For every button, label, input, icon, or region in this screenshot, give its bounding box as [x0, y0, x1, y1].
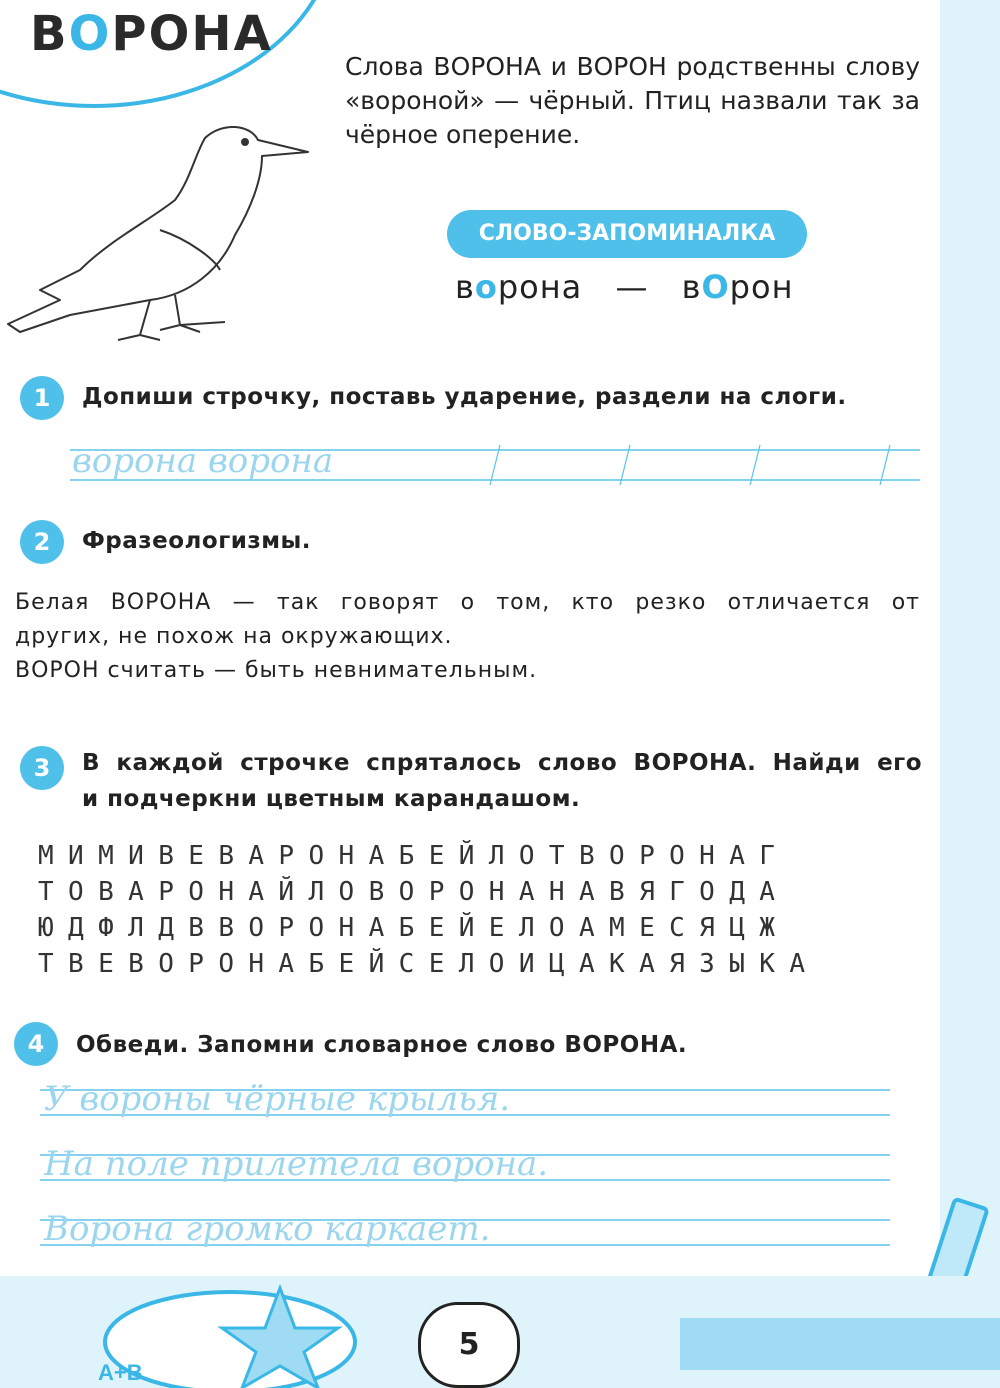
task-2-instruction: Фразеологизмы.	[82, 528, 312, 554]
task-1-number: 1	[20, 376, 64, 420]
idiom-line: других, не похож на окружающих.	[15, 624, 453, 649]
task-3-number: 3	[20, 746, 64, 790]
page-side-strip	[940, 0, 1000, 1280]
trace-sentence: На поле прилетела ворона.	[44, 1144, 549, 1184]
task-2-number: 2	[20, 520, 64, 564]
idiom-line: ВОРОН считать — быть невнимательным.	[15, 658, 538, 683]
task-3-instruction	[82, 745, 922, 817]
task-4-number: 4	[14, 1022, 58, 1066]
page-number: 5	[418, 1302, 520, 1388]
idiom-line: Белая ВОРОНА — так говорят о том, кто резко отличается от	[15, 590, 920, 615]
memo-words: ворона — вОрон	[455, 268, 794, 306]
grid-row[interactable]: МИМИВЕВАРОНАБЕЙЛОТВОРОНАГ	[38, 841, 790, 871]
writing-lines-1	[60, 430, 930, 500]
intro-text: Слова ВОРОНА и ВОРОН родственны слову «вороной» — чёрный. Птиц назвали так за чёрное оперение.	[345, 52, 920, 149]
task-1-instruction: Допиши строчку, поставь ударение, раздели на слоги.	[82, 384, 847, 410]
trace-sentence: Ворона громко каркает.	[44, 1209, 491, 1249]
task-3-line-2: и подчеркни цветным карандашом.	[82, 786, 581, 812]
grid-row[interactable]: ЮДФЛДВВОРОНАБЕЙЕЛОАМЕСЯЦЖ	[38, 913, 790, 943]
page-title: ВОРОНА	[30, 6, 273, 62]
grid-row[interactable]: ТВЕВОРОНАБЕЙСЕЛОИЦАКАЯЗЫКА	[38, 949, 820, 979]
trace-sentence: У вороны чёрные крылья.	[44, 1079, 511, 1119]
trace-sample-1: ворона ворона	[72, 441, 334, 481]
footer-ornament	[90, 1280, 380, 1388]
task-4-instruction: Обведи. Запомни словарное слово ВОРОНА.	[76, 1032, 688, 1058]
footer-badge: A+B	[98, 1360, 143, 1385]
crow-illustration	[0, 110, 320, 350]
idioms	[15, 586, 920, 688]
task-3-line-1: В каждой строчке спряталось слово ВОРОНА. Найди его	[82, 750, 922, 776]
grid-row[interactable]: ТОВАРОНАЙЛОВОРОНАНАВЯГОДА	[38, 877, 790, 907]
footer-bar	[680, 1318, 1000, 1370]
memo-label: СЛОВО-ЗАПОМИНАЛКА	[447, 210, 807, 258]
writing-lines-4	[30, 1065, 900, 1265]
letter-grid	[38, 838, 819, 982]
